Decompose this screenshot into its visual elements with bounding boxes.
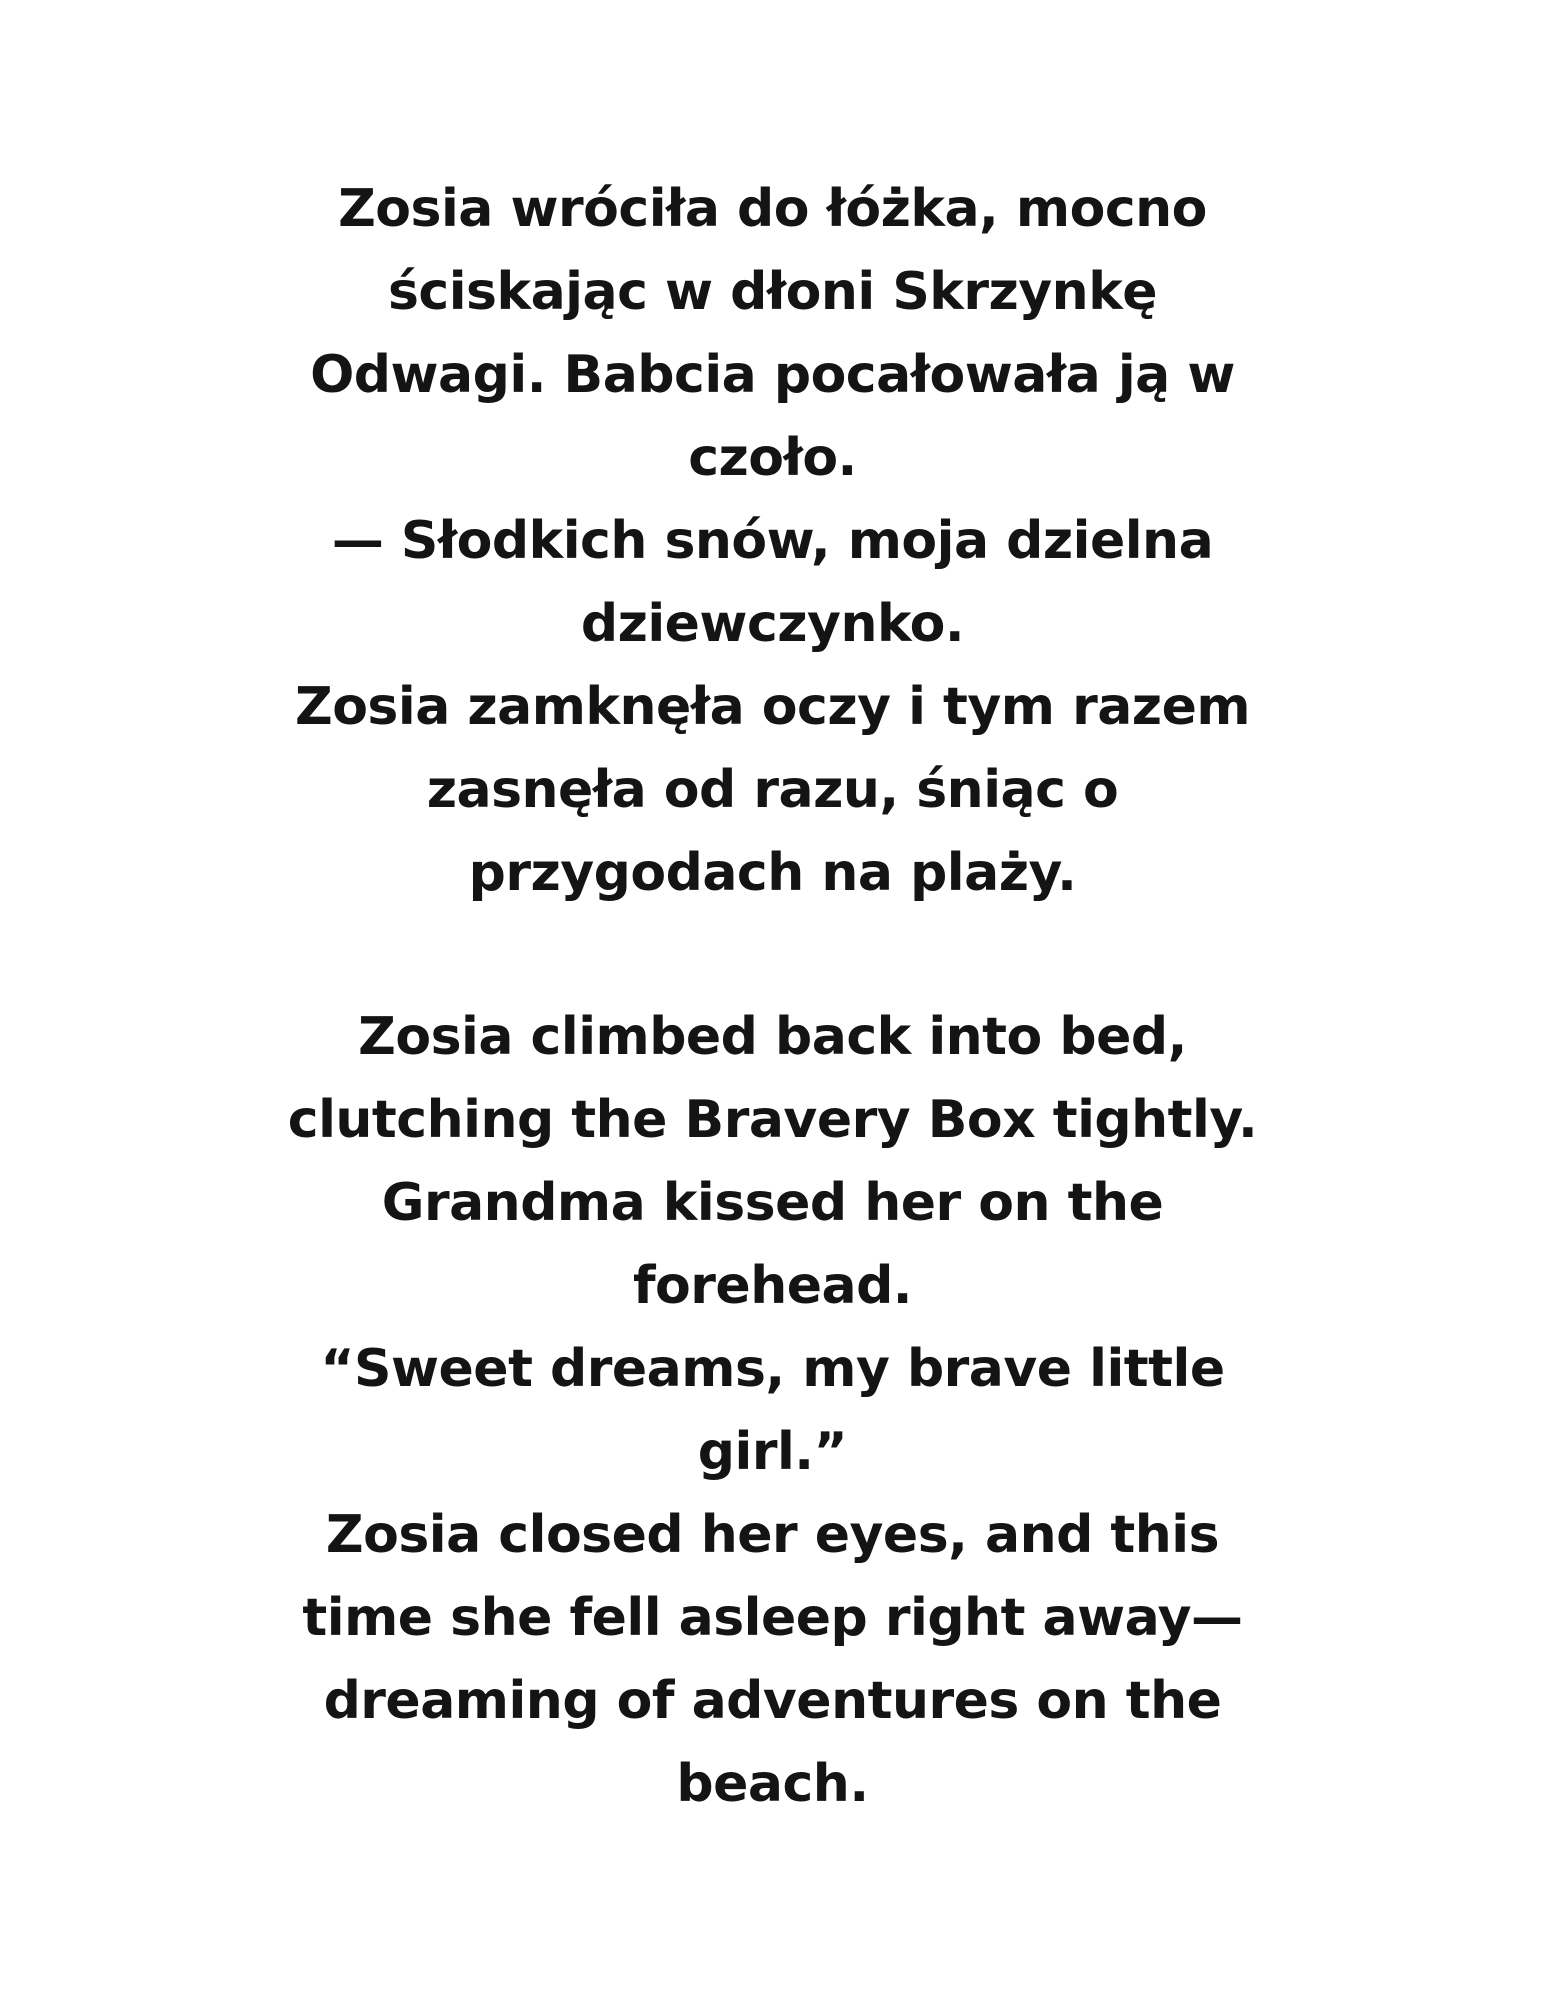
polish-line: — Słodkich snów, moja dzielna xyxy=(331,511,1214,571)
polish-line: dziewczynko. xyxy=(580,594,965,654)
english-line: Grandma kissed her on the xyxy=(381,1173,1164,1233)
polish-line: zasnęła od razu, śniąc o xyxy=(426,760,1119,820)
polish-line: ściskając w dłoni Skrzynkę xyxy=(387,262,1158,322)
polish-line: Odwagi. Babcia pocałowała ją w xyxy=(310,345,1235,405)
english-line: girl.” xyxy=(697,1422,848,1482)
english-line: Zosia closed her eyes, and this xyxy=(325,1505,1220,1565)
polish-line: Zosia wróciła do łóżka, mocno xyxy=(338,179,1207,239)
polish-text-block xyxy=(260,168,1285,915)
english-text-block xyxy=(260,996,1285,1826)
english-line: Zosia climbed back into bed, xyxy=(358,1007,1187,1067)
english-line: “Sweet dreams, my brave little xyxy=(320,1339,1225,1399)
english-line: dreaming of adventures on the xyxy=(323,1671,1222,1731)
english-line: forehead. xyxy=(632,1256,913,1316)
english-line: time she fell asleep right away— xyxy=(302,1588,1243,1648)
english-line: beach. xyxy=(676,1754,869,1814)
polish-line: Zosia zamknęła oczy i tym razem xyxy=(294,677,1251,737)
polish-line: czoło. xyxy=(688,428,857,488)
polish-line: przygodach na plaży. xyxy=(468,843,1077,903)
english-line: clutching the Bravery Box tightly. xyxy=(287,1090,1258,1150)
